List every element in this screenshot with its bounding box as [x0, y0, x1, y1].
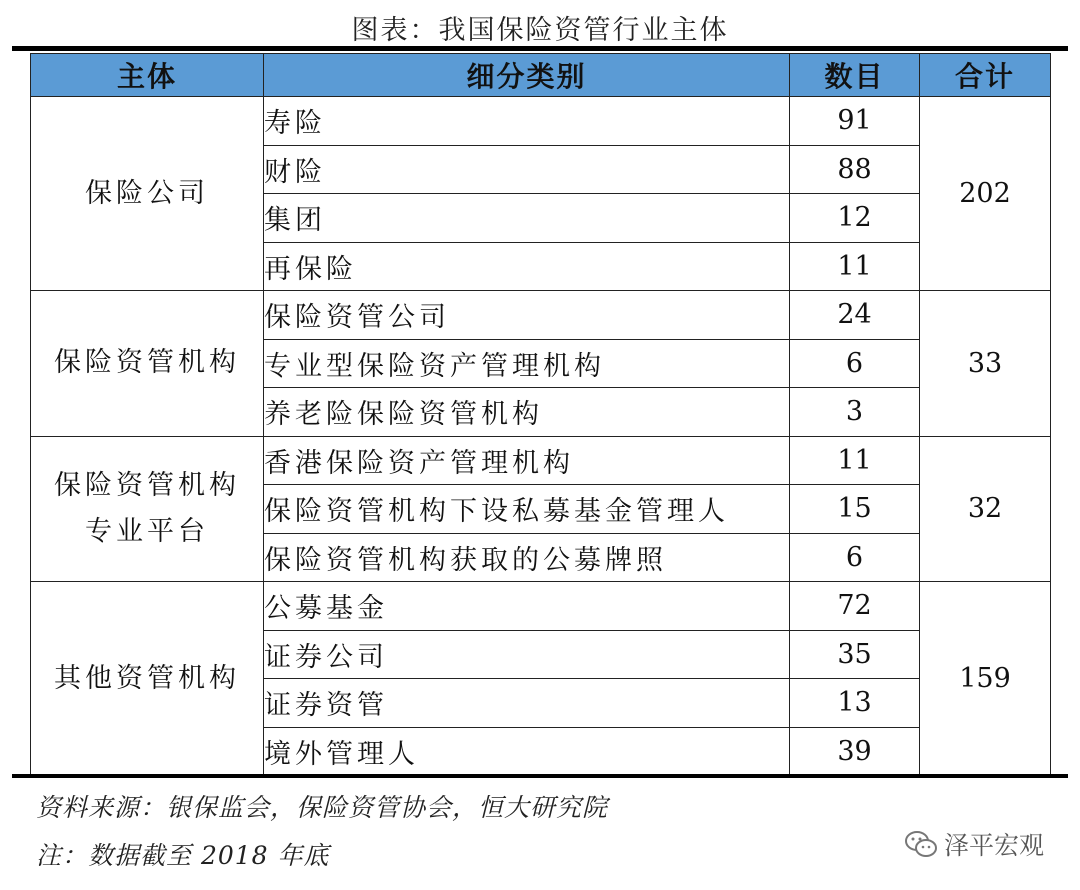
table-row: [31, 582, 1051, 631]
group-name-line: 保险资管机构: [54, 347, 240, 379]
count-cell: 6: [790, 339, 920, 388]
category-cell: 再保险: [264, 242, 790, 291]
table-row: [31, 291, 1051, 340]
watermark: [904, 826, 1044, 862]
header-row: [31, 54, 1051, 97]
table-row: [31, 97, 1051, 146]
count-cell: 35: [790, 630, 920, 679]
category-cell: 寿险: [264, 97, 790, 146]
count-cell: 13: [790, 679, 920, 728]
header-total: 合计: [920, 54, 1051, 97]
group-name-cell: [31, 582, 264, 776]
source-note: 资料来源：银保监会，保险资管协会，恒大研究院: [36, 793, 609, 822]
top-rule: [12, 46, 1068, 51]
count-cell: 88: [790, 145, 920, 194]
group-name-line: 专业平台: [85, 515, 209, 547]
group-name-cell: [31, 291, 264, 437]
category-cell: 证券公司: [264, 630, 790, 679]
group-name-line: 其他资管机构: [54, 662, 240, 694]
group-name-line: 保险公司: [85, 177, 209, 209]
category-cell: 证券资管: [264, 679, 790, 728]
total-cell: 202: [920, 97, 1051, 291]
category-cell: 养老险保险资管机构: [264, 388, 790, 437]
wechat-icon: [904, 829, 938, 859]
category-cell: 香港保险资产管理机构: [264, 436, 790, 485]
table-body: [31, 97, 1051, 776]
category-cell: 保险资管机构获取的公募牌照: [264, 533, 790, 582]
count-cell: 72: [790, 582, 920, 631]
total-cell: 159: [920, 582, 1051, 776]
category-cell: 公募基金: [264, 582, 790, 631]
group-name-cell: [31, 436, 264, 582]
count-cell: 91: [790, 97, 920, 146]
group-name-line: 保险资管机构: [54, 469, 240, 501]
count-cell: 3: [790, 388, 920, 437]
count-cell: 12: [790, 194, 920, 243]
table-row: [31, 436, 1051, 485]
bottom-rule: [12, 774, 1068, 778]
header-count: 数目: [790, 54, 920, 97]
count-cell: 6: [790, 533, 920, 582]
count-cell: 11: [790, 242, 920, 291]
category-cell: 境外管理人: [264, 727, 790, 776]
count-cell: 15: [790, 485, 920, 534]
header-category: 细分类别: [264, 54, 790, 97]
category-cell: 保险资管机构下设私募基金管理人: [264, 485, 790, 534]
total-cell: 33: [920, 291, 1051, 437]
count-cell: 24: [790, 291, 920, 340]
category-cell: 保险资管公司: [264, 291, 790, 340]
table-title: 图表：我国保险资管行业主体: [351, 15, 729, 46]
category-cell: 专业型保险资产管理机构: [264, 339, 790, 388]
count-cell: 11: [790, 436, 920, 485]
category-cell: 集团: [264, 194, 790, 243]
insurance-asset-management-table: [30, 53, 1051, 776]
footnote: 注：数据截至 2018 年底: [36, 841, 330, 870]
category-cell: 财险: [264, 145, 790, 194]
header-subject: 主体: [31, 54, 264, 97]
total-cell: 32: [920, 436, 1051, 582]
count-cell: 39: [790, 727, 920, 776]
group-name-cell: [31, 97, 264, 291]
watermark-text: 泽平宏观: [944, 831, 1045, 860]
